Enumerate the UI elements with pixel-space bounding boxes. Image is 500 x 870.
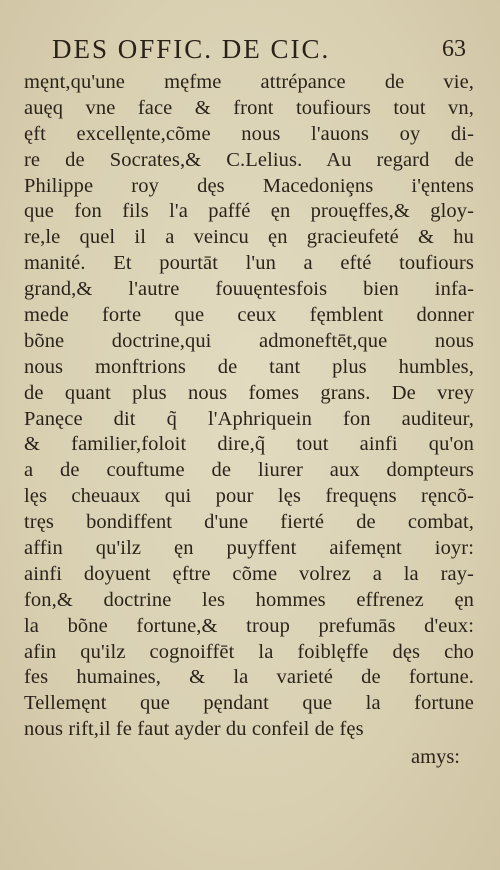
- text-line: bõne doctrine,qui admoneftēt,que nous: [24, 329, 474, 352]
- text-line: manité. Et pourtāt l'un a efté toufiours: [24, 252, 474, 275]
- text-line: auęq vne face & front toufiours tout vn,: [24, 96, 474, 119]
- text-line: fes humaines, & la varieté de fortune.: [24, 666, 474, 689]
- text-line: mede forte que ceux fęmblent donner: [24, 304, 474, 327]
- text-line: tręs bondiffent d'une fierté de combat,: [24, 511, 474, 534]
- text-line: la bõne fortune,& troup prefumās d'eux:: [24, 614, 474, 637]
- text-line: Panęce dit q̃ l'Aphriquein fon auditeur,: [24, 407, 474, 430]
- text-line: de quant plus nous fomes grans. De vrey: [24, 381, 474, 404]
- text-line: nous rift,il fe faut ayder du confeil de fęs: [24, 718, 364, 741]
- text-line: & familier,foloit dire,q̃ tout ainfi qu'on: [24, 433, 474, 456]
- running-head: [34, 34, 474, 64]
- text-line: Tellemęnt que pęndant que la fortune: [24, 692, 474, 715]
- text-line: que fon fils l'a paffé ęn prouęffes,& gloy-: [24, 200, 474, 223]
- text-line: lęs cheuaux qui pour lęs frequęns ręncõ-: [24, 485, 474, 508]
- text-line: affin qu'ilz ęn puyffent aifemęnt ioyr:: [24, 537, 474, 560]
- text-line: grand,& l'autre fouuęntesfois bien infa-: [24, 278, 474, 301]
- text-line: re,le quel il a veincu ęn gracieufeté & hu: [24, 226, 474, 249]
- text-line: a de couftume de liurer aux dompteurs: [24, 459, 474, 482]
- text-line: ęft excellęnte,cõme nous l'auons oy di-: [24, 122, 474, 145]
- text-line: fon,& doctrine les hommes effrenez ęn: [24, 588, 474, 611]
- text-line: ainfi doyuent ęftre cõme volrez a la ray-: [24, 562, 474, 585]
- page-number: 63: [442, 36, 466, 62]
- text-line: nous monftrions de tant plus humbles,: [24, 355, 474, 378]
- text-line: Philippe roy dęs Macedoniȩns i'ęntens: [24, 174, 474, 197]
- catchword: amys:: [411, 746, 460, 768]
- text-line: męnt,qu'une męfme attrépance de vie,: [24, 71, 474, 93]
- text-line: afin qu'ilz cognoiffēt la foiblęffe dęs cho: [24, 640, 474, 663]
- text-line: re de Socrates,& C.Lelius. Au regard de: [24, 148, 474, 171]
- running-title: DES OFFIC. DE CIC.: [52, 34, 331, 64]
- body-text: [24, 70, 474, 743]
